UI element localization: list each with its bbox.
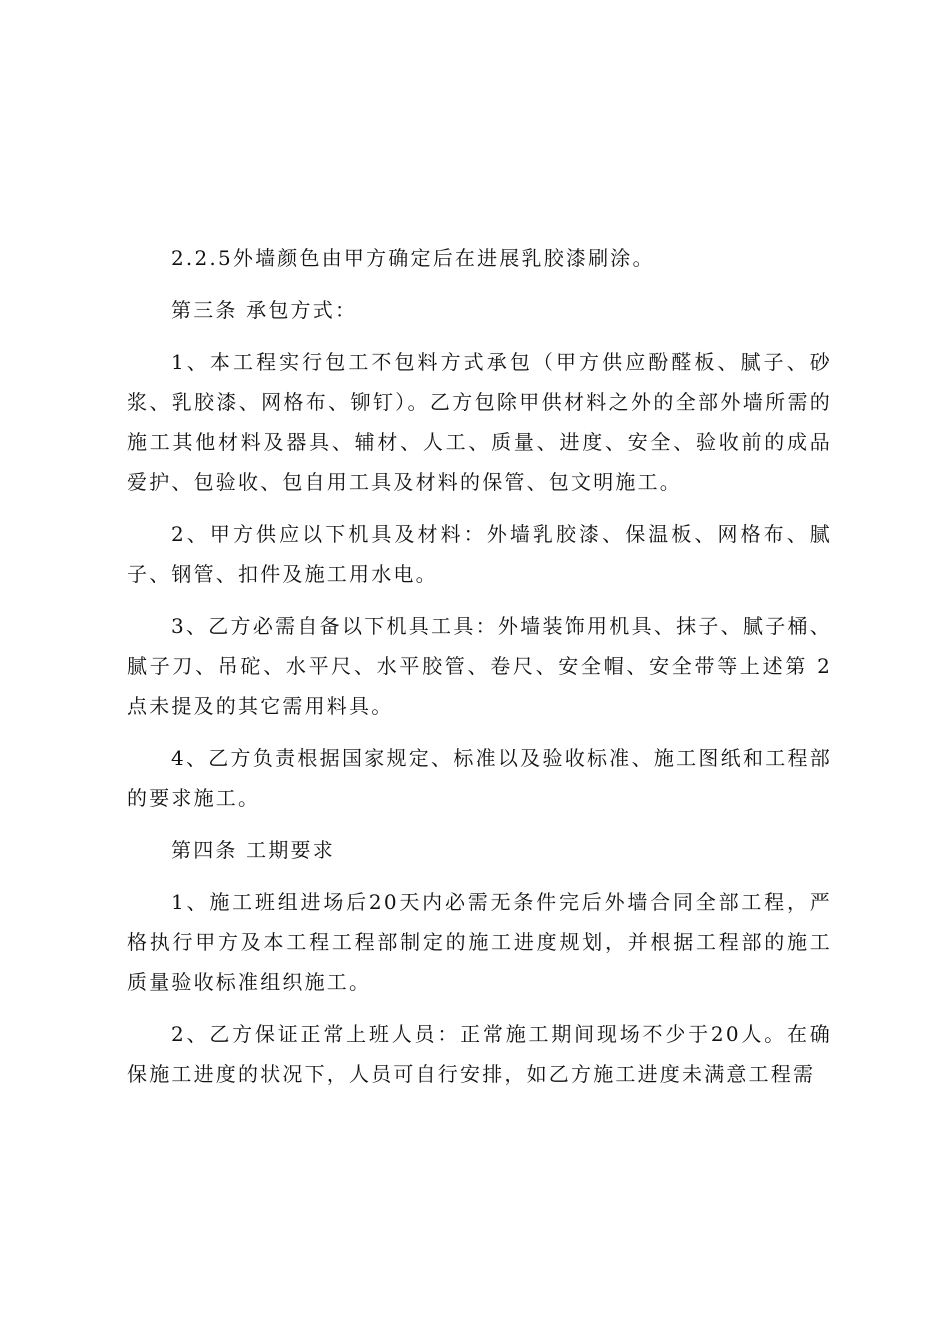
- paragraph-contract-method-3: 3、乙方必需自备以下机具工具：外墙装饰用机具、抹子、腻子桶、腻子刀、吊砣、水平尺、水平胶管、卷尺、安全帽、安全带等上述第 2点未提及的其它需用料具。: [127, 614, 832, 718]
- section-heading-article-4: 第四条 工期要求: [171, 838, 335, 862]
- paragraph-contract-method-1: 1、本工程实行包工不包料方式承包（甲方供应酚醛板、腻子、砂浆、乳胶漆、网格布、铆钉）。乙方包除甲供材料之外的全部外墙所需的施工其他材料及器具、辅材、人工、质量、进度、安全、验收前的成品爱护、包验收、包自用工具及材料的保管、包文明施工。: [127, 350, 832, 494]
- document-body: [127, 238, 832, 1106]
- paragraph-exterior-wall-color: 2.2.5外墙颜色由甲方确定后在进展乳胶漆刷涂。: [171, 246, 655, 270]
- paragraph-schedule-1: 1、施工班组进场后20天内必需无条件完后外墙合同全部工程，严格执行甲方及本工程工程部制定的施工进度规划，并根据工程部的施工质量验收标准组织施工。: [127, 890, 832, 994]
- paragraph-schedule-2: 2、乙方保证正常上班人员：正常施工期间现场不少于20人。在确保施工进度的状况下，人员可自行安排，如乙方施工进度未满意工程需: [127, 1022, 832, 1086]
- paragraph-contract-method-2: 2、甲方供应以下机具及材料：外墙乳胶漆、保温板、网格布、腻子、钢管、扣件及施工用水电。: [127, 522, 832, 586]
- section-heading-article-3: 第三条 承包方式：: [171, 298, 358, 322]
- paragraph-contract-method-4: 4、乙方负责根据国家规定、标准以及验收标准、施工图纸和工程部的要求施工。: [127, 746, 832, 810]
